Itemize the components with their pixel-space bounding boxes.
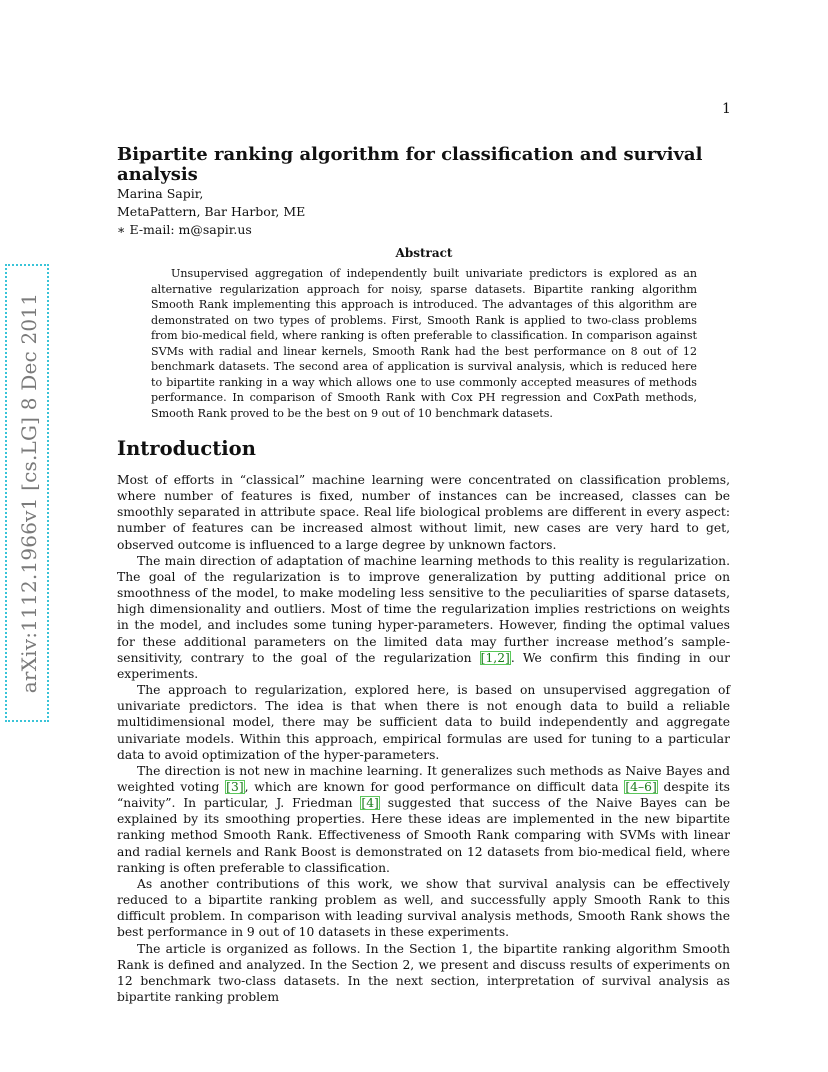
intro-paragraph-5: As another contributions of this work, we show that survival analysis can be effectively reduced to a bipartite ranking problem as well, and successfully apply Smooth Rank to this difficult problem. In comparison with leading survival analysis methods, Smooth Rank shows the best performance in 9 out of 10 datasets in these experiments. [117, 876, 730, 940]
intro-paragraph-2 [117, 553, 730, 682]
citation-number: 2 [497, 650, 506, 665]
citation-link[interactable]: [4] [361, 796, 379, 811]
intro-paragraph-3: The approach to regularization, explored here, is based on unsupervised aggregation of univariate predictors. The idea is that when there is not enough data to build a reliable multidimensional model, there may be sufficient data to build independently and aggregate univariate models. Within this approach, empirical formulas are used for tuning to a particular data to avoid optimization of the hyper-parameters. [117, 683, 730, 762]
citation-number: 3 [230, 779, 239, 794]
citation-link[interactable]: [3] [226, 779, 244, 794]
paragraph-text: suggested that success of the Naive Bayes can be explained by its smoothing properties. Here these ideas are implemented in the new bipartite ranking method Smooth Rank. Effectiveness of Smooth Rank comparing with SVMs with linear and radial kernels and Rank Boost is demonstrated on 12 datasets from bio-medical field, where ranking is often preferable to classification. [117, 796, 730, 875]
citation-separator: , [493, 650, 498, 665]
citation-number: 6 [644, 779, 652, 794]
paragraph-text: despite its “naivity”. In particular, J. Friedman [117, 779, 730, 811]
paragraph-text: The main direction of adaptation of machine learning methods to this reality is regularization. The goal of the regularization is to improve generalization by putting additional price on smoothness of the model, to make modeling less sensitive to the peculiarities of sparse datasets, high dimensionality and outliers. Most of time the regularization implies restrictions on weights in the model, and includes some tuning hyper-parameters. However, finding the optimal values for these additional parameters on the limited data may further increase method’s sample-sensitivity, contrary to the goal of the regularization [117, 553, 730, 665]
citation-range-dash: – [638, 779, 645, 794]
citation-close-bracket: ] [505, 650, 510, 665]
arxiv-stamp [5, 264, 49, 722]
introduction-body [117, 472, 730, 1005]
author-email: ∗ E-mail: m@sapir.us [117, 222, 252, 237]
author-affiliation: MetaPattern, Bar Harbor, ME [117, 204, 306, 219]
page-number: 1 [722, 101, 731, 117]
citation-open-bracket: [ [480, 650, 486, 665]
section-heading-introduction: Introduction [117, 437, 256, 460]
author-name: Marina Sapir, [117, 186, 204, 201]
citation-link[interactable]: [4–6] [625, 779, 657, 794]
intro-paragraph-1: Most of efforts in “classical” machine learning were concentrated on classification problems, where number of features is fixed, number of instances can be increased, classes can be smoothly separated in attribute space. Real life biological problems are different in every aspect: number of features can be increased almost without limit, new cases are very hard to get, observed outcome is influenced to a large degree by unknown factors. [117, 473, 730, 552]
citation-link[interactable] [480, 651, 511, 665]
citation-number: 1 [485, 650, 494, 665]
paper-header [117, 145, 737, 239]
citation-number: 4 [366, 796, 375, 811]
intro-paragraph-6: The article is organized as follows. In the Section 1, the bipartite ranking algorithm Smooth Rank is defined and analyzed. In the Section 2, we present and discuss results of experiments on 12 benchmark two-class datasets. In the next section, interpretation of survival analysis as bipartite ranking problem [117, 941, 730, 1004]
citation-number: 4 [630, 779, 638, 794]
paper-title: Bipartite ranking algorithm for classification and survival analysis [117, 144, 703, 185]
abstract-text: Unsupervised aggregation of independently built univariate predictors is explored as an alternative regularization approach for noisy, sparse datasets. Bipartite ranking algorithm Smooth Rank implementing this approach is introduced. The advantages of this algorithm are demonstrated on two types of problems. First, Smooth Rank is applied to two-class problems from bio-medical field, where ranking is often preferable to classification. In comparison against SVMs with radial and linear kernels, Smooth Rank had the best performance on 8 out of 12 benchmark datasets. The second area of application is survival analysis, which is reduced here to bipartite ranking in a way which allows one to use commonly accepted measures of methods performance. In comparison of Smooth Rank with Cox PH regression and CoxPath methods, Smooth Rank proved to be the best on 9 out of 10 benchmark datasets. [151, 267, 697, 420]
abstract-section [151, 246, 697, 421]
abstract-heading: Abstract [395, 246, 453, 260]
intro-paragraph-4 [117, 763, 730, 876]
arxiv-identifier: arXiv:1112.1966v1 [cs.LG] 8 Dec 2011 [17, 292, 41, 694]
paragraph-text: The direction is not new in machine learning. It generalizes such methods as Naive Bayes and weighted voting [117, 763, 730, 794]
paragraph-text: , which are known for good performance on difficult data [244, 779, 625, 794]
paragraph-text: . We confirm this finding in our experiments. [117, 650, 730, 681]
